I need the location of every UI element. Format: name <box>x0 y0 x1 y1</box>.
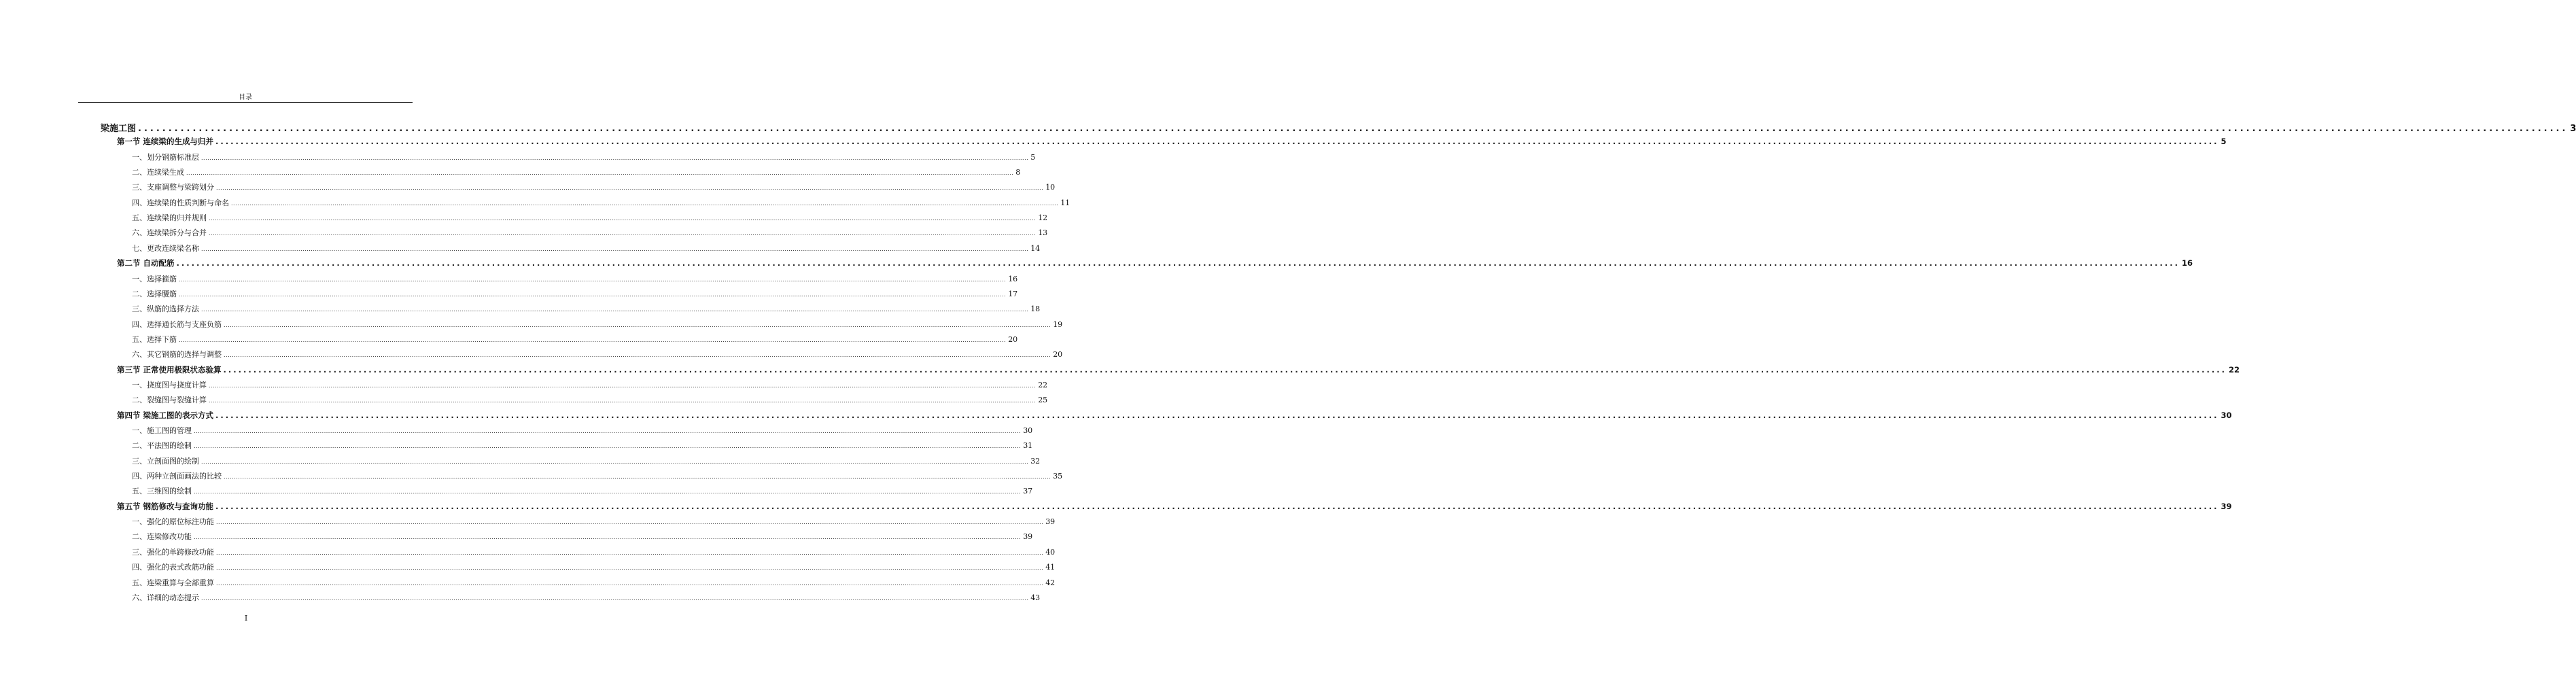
toc-entry-title: 三、强化的单跨修改功能 <box>132 547 214 557</box>
toc-entry-page: 5 <box>1030 152 1036 162</box>
toc-entry-title: 五、连梁重算与全部重算 <box>132 578 214 587</box>
toc-dot-leader: ................................................................................................................................................................................................................................................................................................................................................................................................................ <box>138 124 2569 134</box>
toc-entry-title: 一、强化的原位标注功能 <box>132 517 214 527</box>
toc-entry-title: 四、选择通长筋与支座负筋 <box>132 319 222 329</box>
toc-entry-page: 25 <box>1038 396 1048 405</box>
toc-entry-section[interactable] <box>117 364 2240 375</box>
toc-dot-leader: ................................................................................................................................................................................................................................................................................................................................................................................................................ <box>216 580 1044 587</box>
toc-entry-page: 14 <box>1030 243 1041 253</box>
toc-entry-page: 39 <box>1045 517 1056 527</box>
toc-entry-item[interactable] <box>132 440 1033 451</box>
toc-entry-page: 42 <box>1045 578 1056 587</box>
toc-entry-item[interactable] <box>132 425 1033 436</box>
toc-dot-leader: ................................................................................................................................................................................................................................................................................................................................................................................................................ <box>223 364 2227 375</box>
toc-entry-title: 四、强化的表式改筋功能 <box>132 563 214 572</box>
toc-dot-leader: ................................................................................................................................................................................................................................................................................................................................................................................................................ <box>224 352 1051 359</box>
toc-dot-leader: ................................................................................................................................................................................................................................................................................................................................................................................................................ <box>194 534 1022 541</box>
toc-dot-leader: ................................................................................................................................................................................................................................................................................................................................................................................................................ <box>194 489 1022 495</box>
toc-entry-item[interactable] <box>132 197 1071 208</box>
toc-entry-title: 六、详细的动态提示 <box>132 593 199 602</box>
toc-entry-title: 第五节 钢筋修改与查询功能 <box>117 501 214 511</box>
toc-entry-chapter[interactable] <box>101 121 2576 134</box>
toc-entry-title: 三、立剖面图的绘制 <box>132 456 199 466</box>
toc-entry-page: 11 <box>1060 198 1071 207</box>
toc-dot-leader: ................................................................................................................................................................................................................................................................................................................................................................................................................ <box>201 458 1029 465</box>
toc-entry-item[interactable] <box>132 516 1056 527</box>
toc-entry-title: 四、两种立剖面画法的比较 <box>132 472 222 481</box>
toc-entry-item[interactable] <box>132 288 1018 299</box>
toc-entry-item[interactable] <box>132 349 1063 360</box>
toc-entry-title: 六、连续梁拆分与合并 <box>132 228 207 238</box>
toc-dot-leader: ................................................................................................................................................................................................................................................................................................................................................................................................................ <box>215 501 2219 511</box>
toc-entry-title: 二、连梁修改功能 <box>132 532 192 542</box>
toc-entry-title: 一、划分钢筋标准层 <box>132 152 199 162</box>
toc-entry-page: 16 <box>2181 258 2193 268</box>
toc-dot-leader: ................................................................................................................................................................................................................................................................................................................................................................................................................ <box>179 276 1007 283</box>
toc-entry-page: 10 <box>1045 183 1056 192</box>
toc-entry-item[interactable] <box>132 394 1048 405</box>
toc-entry-item[interactable] <box>132 243 1041 254</box>
toc-entry-title: 第二节 自动配筋 <box>117 258 175 268</box>
page-number: I <box>244 614 248 623</box>
toc-dot-leader: ................................................................................................................................................................................................................................................................................................................................................................................................................ <box>215 137 2219 147</box>
toc-entry-title: 第一节 连续梁的生成与归并 <box>117 137 214 147</box>
toc-dot-leader: ................................................................................................................................................................................................................................................................................................................................................................................................................ <box>201 154 1029 161</box>
toc-dot-leader: ................................................................................................................................................................................................................................................................................................................................................................................................................ <box>179 291 1007 298</box>
toc-dot-leader: ................................................................................................................................................................................................................................................................................................................................................................................................................ <box>216 549 1044 556</box>
toc-entry-page: 37 <box>1023 487 1033 496</box>
toc-entry-title: 二、选择腰筋 <box>132 289 177 298</box>
page-header-title: 目录 <box>239 94 252 101</box>
toc-entry-title: 五、选择下筋 <box>132 334 177 344</box>
toc-dot-leader: ................................................................................................................................................................................................................................................................................................................................................................................................................ <box>176 258 2180 268</box>
toc-entry-item[interactable] <box>132 592 1041 603</box>
toc-dot-leader: ................................................................................................................................................................................................................................................................................................................................................................................................................ <box>201 245 1029 252</box>
toc-entry-title: 五、三维图的绘制 <box>132 487 192 496</box>
toc-dot-leader: ................................................................................................................................................................................................................................................................................................................................................................................................................ <box>209 230 1037 237</box>
toc-entry-page: 18 <box>1030 304 1041 314</box>
toc-entry-page: 16 <box>1008 274 1018 283</box>
toc-entry-item[interactable] <box>132 319 1063 330</box>
toc-entry-page: 41 <box>1045 563 1056 572</box>
toc-dot-leader: ................................................................................................................................................................................................................................................................................................................................................................................................................ <box>224 474 1051 481</box>
toc-dot-leader: ................................................................................................................................................................................................................................................................................................................................................................................................................ <box>179 336 1007 343</box>
toc-entry-item[interactable] <box>132 181 1056 192</box>
toc-entry-page: 13 <box>1038 228 1048 238</box>
toc-dot-leader: ................................................................................................................................................................................................................................................................................................................................................................................................................ <box>209 398 1037 404</box>
toc-entry-item[interactable] <box>132 561 1056 572</box>
toc-entry-page: 20 <box>1008 334 1018 344</box>
toc-entry-item[interactable] <box>132 531 1033 542</box>
toc-entry-title: 三、支座调整与梁跨划分 <box>132 183 214 192</box>
toc-entry-item[interactable] <box>132 485 1033 496</box>
toc-entry-title: 五、连续梁的归并规则 <box>132 213 207 223</box>
toc-entry-page: 39 <box>2221 501 2232 511</box>
toc-dot-leader: ................................................................................................................................................................................................................................................................................................................................................................................................................ <box>216 565 1044 572</box>
toc-dot-leader: ................................................................................................................................................................................................................................................................................................................................................................................................................ <box>216 519 1044 526</box>
toc-entry-title: 二、连续梁生成 <box>132 168 184 177</box>
toc-entry-page: 5 <box>2221 137 2227 147</box>
toc-entry-item[interactable] <box>132 167 1021 177</box>
toc-entry-page: 30 <box>1023 426 1033 435</box>
toc-dot-leader: ................................................................................................................................................................................................................................................................................................................................................................................................................ <box>215 410 2219 420</box>
toc-dot-leader: ................................................................................................................................................................................................................................................................................................................................................................................................................ <box>224 321 1051 328</box>
toc-entry-title: 梁施工图 <box>101 124 137 134</box>
toc-entry-page: 40 <box>1045 547 1056 557</box>
toc-entry-page: 12 <box>1038 213 1048 223</box>
toc-entry-page: 30 <box>2221 410 2232 420</box>
toc-entry-page: 43 <box>1030 593 1041 602</box>
toc-entry-item[interactable] <box>132 334 1018 345</box>
toc-entry-item[interactable] <box>132 455 1041 466</box>
toc-entry-page: 32 <box>1030 456 1041 466</box>
toc-entry-item[interactable] <box>132 273 1018 284</box>
toc-entry-item[interactable] <box>132 303 1041 314</box>
toc-dot-leader: ................................................................................................................................................................................................................................................................................................................................................................................................................ <box>231 200 1059 207</box>
toc-entry-page: 35 <box>1053 472 1063 481</box>
toc-entry-page: 19 <box>1053 319 1063 329</box>
toc-entry-item[interactable] <box>132 470 1063 481</box>
toc-dot-leader: ................................................................................................................................................................................................................................................................................................................................................................................................................ <box>194 428 1022 434</box>
toc-dot-leader: ................................................................................................................................................................................................................................................................................................................................................................................................................ <box>194 443 1022 450</box>
toc-entry-item[interactable] <box>132 379 1048 390</box>
toc-dot-leader: ................................................................................................................................................................................................................................................................................................................................................................................................................ <box>186 170 1014 177</box>
toc-entry-title: 一、施工图的管理 <box>132 426 192 435</box>
toc-dot-leader: ................................................................................................................................................................................................................................................................................................................................................................................................................ <box>201 307 1029 313</box>
toc-entry-title: 一、挠度图与挠度计算 <box>132 380 207 389</box>
toc-entry-title: 六、其它钢筋的选择与调整 <box>132 350 222 360</box>
toc-entry-title: 第四节 梁施工图的表示方式 <box>117 410 214 420</box>
toc-entry-page: 22 <box>2228 364 2240 375</box>
toc-entry-title: 二、裂缝图与裂缝计算 <box>132 396 207 405</box>
toc-entry-page: 3 <box>2570 124 2576 134</box>
toc-entry-title: 二、平法图的绘制 <box>132 441 192 451</box>
toc-entry-page: 17 <box>1008 289 1018 298</box>
toc-entry-item[interactable] <box>132 577 1056 588</box>
toc-entry-item[interactable] <box>132 227 1048 238</box>
toc-entry-page: 39 <box>1023 532 1033 542</box>
toc-entry-title: 七、更改连续梁名称 <box>132 243 199 253</box>
toc-entry-item[interactable] <box>132 152 1036 162</box>
toc-dot-leader: ................................................................................................................................................................................................................................................................................................................................................................................................................ <box>209 215 1037 222</box>
toc-dot-leader: ................................................................................................................................................................................................................................................................................................................................................................................................................ <box>201 595 1029 602</box>
toc-entry-section[interactable] <box>117 136 2227 147</box>
toc-entry-section[interactable] <box>117 410 2232 421</box>
toc-entry-page: 20 <box>1053 350 1063 360</box>
toc-entry-page: 22 <box>1038 380 1048 389</box>
toc-entry-title: 第三节 正常使用极限状态验算 <box>117 364 222 375</box>
toc-entry-title: 一、选择箍筋 <box>132 274 177 283</box>
toc-dot-leader: ................................................................................................................................................................................................................................................................................................................................................................................................................ <box>209 382 1037 389</box>
toc-entry-page: 31 <box>1023 441 1033 451</box>
toc-entry-item[interactable] <box>132 546 1056 557</box>
toc-entry-item[interactable] <box>132 212 1048 223</box>
toc-entry-title: 三、纵筋的选择方法 <box>132 304 199 314</box>
toc-entry-title: 四、连续梁的性质判断与命名 <box>132 198 229 207</box>
toc-entry-section[interactable] <box>117 258 2193 268</box>
toc-entry-page: 8 <box>1015 168 1021 177</box>
toc-dot-leader: ................................................................................................................................................................................................................................................................................................................................................................................................................ <box>216 185 1044 192</box>
toc-entry-section[interactable] <box>117 501 2232 512</box>
